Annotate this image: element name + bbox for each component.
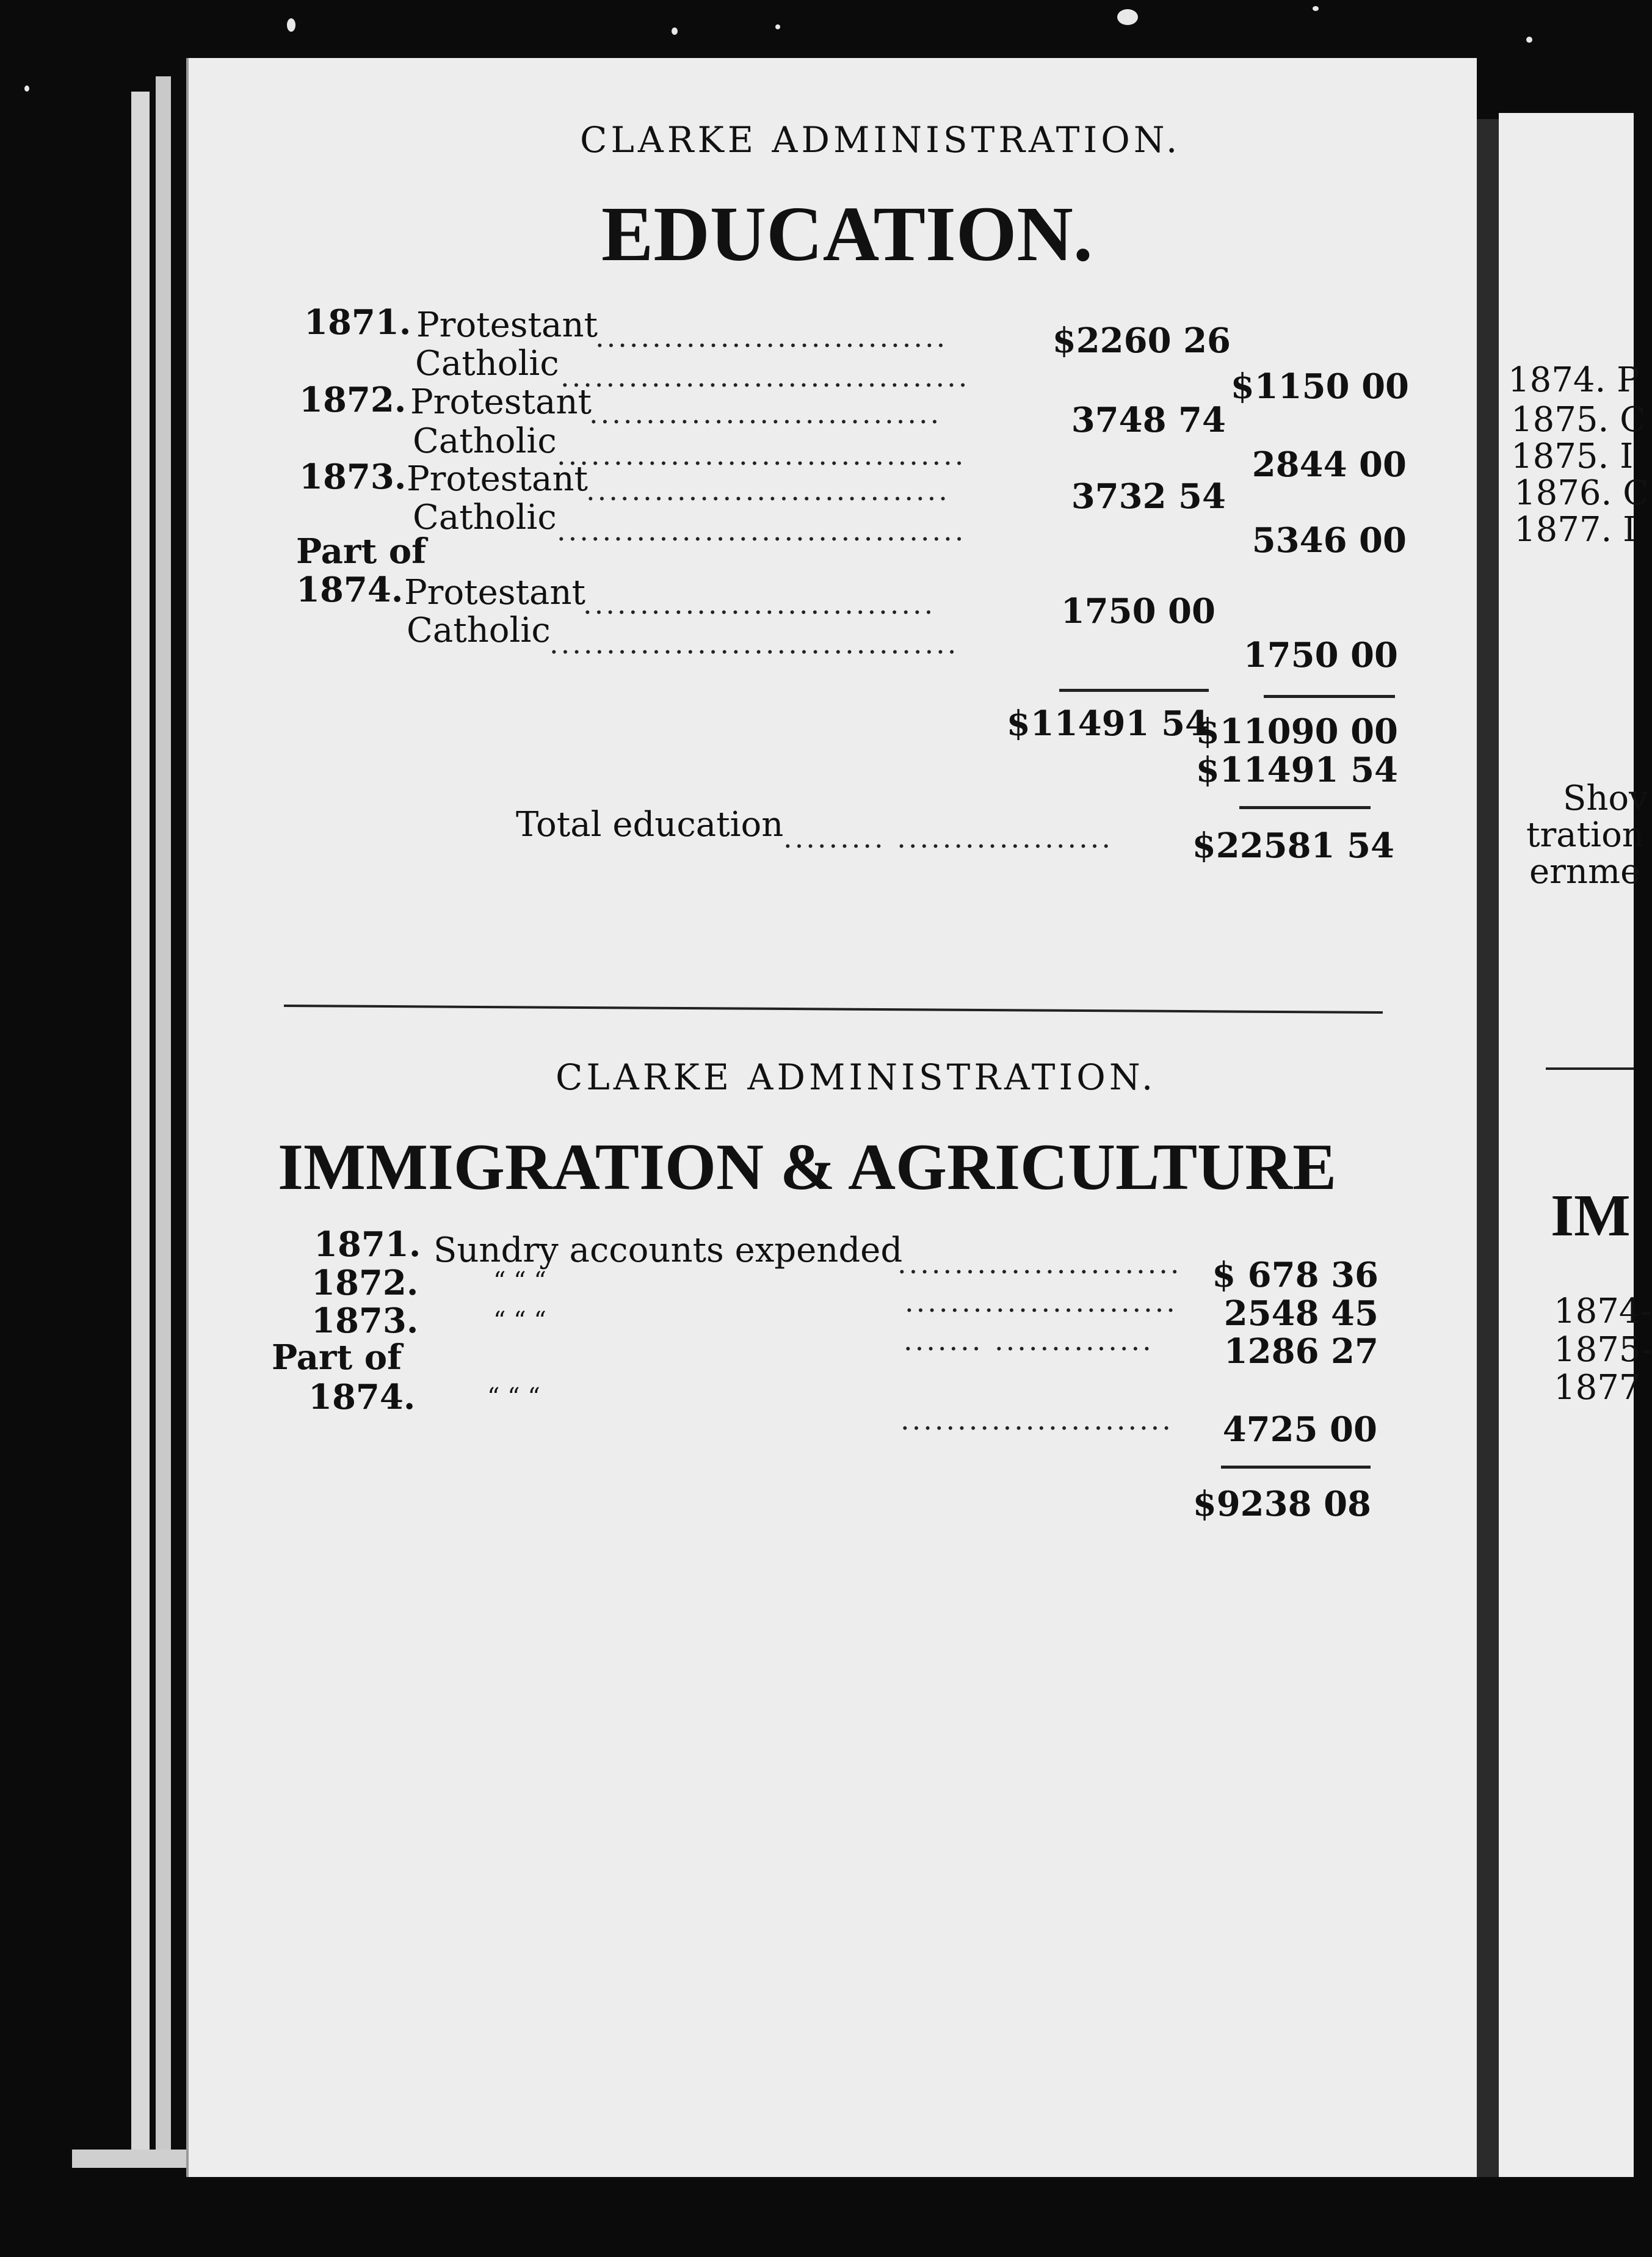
leader-dots: ............................... <box>595 321 948 354</box>
leader-dots: .................................... <box>557 438 966 471</box>
scan-speck <box>1313 6 1319 11</box>
subtotal-rule <box>1059 689 1209 692</box>
row-label: “ “ “ <box>487 1383 540 1411</box>
adjacent-divider <box>1546 1067 1634 1070</box>
leader-dots: ............................... <box>589 397 942 430</box>
adjacent-title: IM <box>1551 1183 1631 1249</box>
row-value-protestant: $2260 26 <box>1052 321 1231 361</box>
subtotal-rule <box>1264 695 1395 698</box>
row-value-protestant: 1750 00 <box>1060 591 1215 631</box>
total-rule <box>1221 1466 1371 1469</box>
row-value-catholic: 5346 00 <box>1252 520 1407 561</box>
adjacent-year: 1876. C <box>1514 473 1649 513</box>
leader-dots: ............................... <box>583 587 936 620</box>
row-year: 1872. <box>311 1263 419 1303</box>
section-title: IMMIGRATION & AGRICULTURE <box>278 1131 1337 1204</box>
row-value-catholic: 2844 00 <box>1252 445 1407 485</box>
row-label: “ “ “ <box>493 1267 546 1295</box>
row-label: “ “ “ <box>493 1307 546 1335</box>
row-year: 1872. <box>299 380 407 420</box>
row-year: 1873. <box>299 457 407 497</box>
adjacent-year: 1874. P <box>1508 360 1640 400</box>
total-label: Total education <box>516 805 784 845</box>
leader-dots: .................................... <box>560 360 970 393</box>
leader-dots: ....... .............. <box>904 1324 1154 1357</box>
leader-dots: ........................ <box>905 1285 1178 1318</box>
row-label: Protestant <box>404 573 586 612</box>
row-label: Protestant <box>407 459 589 499</box>
row-label: Catholic <box>413 421 557 461</box>
row-value-catholic: 1750 00 <box>1243 635 1398 675</box>
row-year: 1871. <box>314 1224 421 1265</box>
scan-speck <box>1526 37 1532 43</box>
book-spine <box>1474 119 1500 2177</box>
leader-dots: ........................ <box>900 1403 1173 1436</box>
row-value-catholic: $1150 00 <box>1230 366 1409 407</box>
adjacent-year: 1877. I <box>1514 510 1637 550</box>
leader-dots: .................................... <box>557 514 966 547</box>
row-label: Protestant <box>410 382 592 422</box>
adjacent-year: 1874- <box>1554 1292 1652 1331</box>
total-rule <box>1239 806 1371 809</box>
row-value-protestant: 3748 74 <box>1071 400 1226 440</box>
row-value: 4725 00 <box>1222 1409 1377 1450</box>
scan-speck <box>775 24 780 29</box>
adjacent-text: ernme <box>1529 852 1641 892</box>
adjacent-year: 1875- <box>1554 1330 1652 1370</box>
adjacent-text: tration <box>1526 815 1644 855</box>
part-of-label: Part of <box>296 531 427 572</box>
row-year: 1874. <box>308 1377 416 1417</box>
subtotal-protestant: $11491 54 <box>1006 703 1209 744</box>
adjacent-year: 1877 <box>1554 1368 1641 1408</box>
scan-speck <box>672 27 678 35</box>
part-of-label: Part of <box>272 1337 402 1378</box>
adjacent-year: 1875. C <box>1511 400 1646 440</box>
carried-protestant-total: $11491 54 <box>1195 750 1398 790</box>
page-edge <box>131 92 150 2162</box>
row-value-protestant: 3732 54 <box>1071 476 1226 517</box>
adjacent-text: Shov <box>1563 779 1648 818</box>
section-title: EDUCATION. <box>601 191 1093 277</box>
row-label: Sundry accounts expended <box>433 1230 903 1270</box>
scan-speck <box>24 85 29 92</box>
scan-speck <box>287 18 295 32</box>
subtotal-catholic: $11090 00 <box>1195 711 1398 752</box>
row-year: 1871. <box>304 302 411 343</box>
row-value: 2548 45 <box>1223 1293 1378 1334</box>
row-label: Catholic <box>415 344 559 383</box>
section-header: CLARKE ADMINISTRATION. <box>580 119 1181 161</box>
leader-dots: ......................... <box>897 1247 1182 1280</box>
leader-dots: ......... ................... <box>783 821 1114 854</box>
immigration-total: $9238 08 <box>1192 1484 1371 1524</box>
scan-speck <box>1117 9 1138 25</box>
total-education-value: $22581 54 <box>1192 826 1394 866</box>
row-label: Protestant <box>416 305 598 345</box>
adjacent-year: 1875. I <box>1511 437 1634 476</box>
row-year: 1874. <box>296 570 404 610</box>
row-value: 1286 27 <box>1223 1331 1378 1372</box>
section-header: CLARKE ADMINISTRATION. <box>556 1056 1157 1098</box>
row-label: Catholic <box>407 611 551 650</box>
leader-dots: .................................... <box>549 627 959 660</box>
leader-dots: ................................ <box>586 474 950 507</box>
row-value: $ 678 36 <box>1212 1255 1378 1295</box>
row-label: Catholic <box>413 498 557 537</box>
page-edge <box>156 76 171 2165</box>
row-year: 1873. <box>311 1301 419 1341</box>
